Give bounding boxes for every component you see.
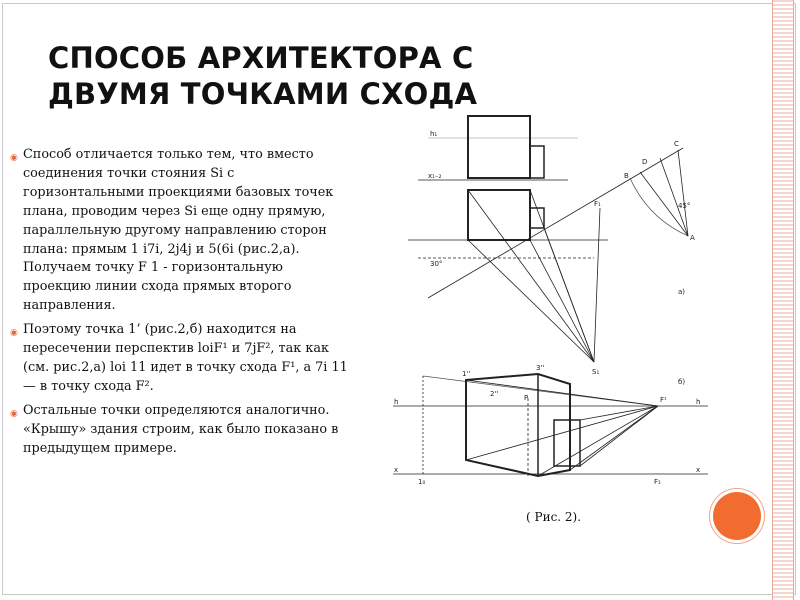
label-10: 1₀ bbox=[418, 478, 426, 486]
label-x-right: x bbox=[696, 466, 701, 474]
label-x12: x₁₋₂ bbox=[428, 172, 442, 180]
label-f1-bottom: F₁ bbox=[654, 478, 661, 486]
label-c: C bbox=[674, 140, 679, 148]
bullet-item bbox=[10, 402, 350, 459]
decorative-stripe bbox=[772, 0, 794, 600]
label-f-sup1: F¹ bbox=[660, 396, 667, 404]
label-30deg: 30° bbox=[430, 260, 443, 268]
orange-circle-decoration bbox=[713, 492, 761, 540]
label-f1-top: F₁ bbox=[594, 200, 601, 208]
label-1pp: 1'' bbox=[462, 370, 471, 378]
label-x-left: x bbox=[394, 466, 399, 474]
label-s1: S₁ bbox=[592, 368, 600, 376]
label-3pp: 3'' bbox=[536, 364, 545, 372]
label-h-right: h bbox=[696, 398, 701, 406]
bullet-list bbox=[10, 146, 350, 464]
label-a: A bbox=[690, 234, 695, 242]
label-a-fig: а) bbox=[678, 288, 686, 296]
label-h-left: h bbox=[394, 398, 399, 406]
bullet-icon: ◉ bbox=[10, 408, 18, 419]
bullet-item bbox=[10, 321, 350, 397]
bullet-icon: ◉ bbox=[10, 328, 18, 339]
figure-caption: ( Рис. 2). bbox=[526, 510, 582, 524]
label-p: P bbox=[524, 394, 529, 402]
label-b: B bbox=[624, 172, 629, 180]
label-45deg: 45° bbox=[678, 202, 691, 210]
perspective-drawing bbox=[378, 108, 708, 502]
slide-title: СПОСОБ АРХИТЕКТОРА С ДВУМЯ ТОЧКАМИ СХОДА bbox=[48, 41, 478, 111]
label-2pp: 2'' bbox=[490, 390, 499, 398]
bullet-text: Остальные точки определяются аналогично. «Крышу» здания строим, как было показано в предыдущем примере. bbox=[23, 402, 339, 456]
label-d: D bbox=[642, 158, 648, 166]
label-b-fig: б) bbox=[678, 378, 686, 386]
bullet-icon: ◉ bbox=[10, 153, 18, 163]
bullet-item bbox=[10, 146, 350, 316]
bullet-text: Способ отличается только тем, что вместо соединения точки стояния Si с горизонтальными проекциями базовых точек плана, проводим через Si еще одну прямую, параллельную другому направлению сторон плана: прямым 1 i7i, 2j4j и 5(6i (рис.2,а). Получаем точку F 1 - горизонтальную проекцию линии схода прямых второго направления. bbox=[23, 147, 334, 314]
bullet-text: Поэтому точка 1’ (рис.2,б) находится на пересечении перспектив loiF¹ и 7jF², так как (см. рис.2,а) loi 11 идет в точку схода F¹, а 7i 11 — в точку схода F². bbox=[23, 322, 348, 394]
label-h1: h₁ bbox=[430, 130, 438, 138]
